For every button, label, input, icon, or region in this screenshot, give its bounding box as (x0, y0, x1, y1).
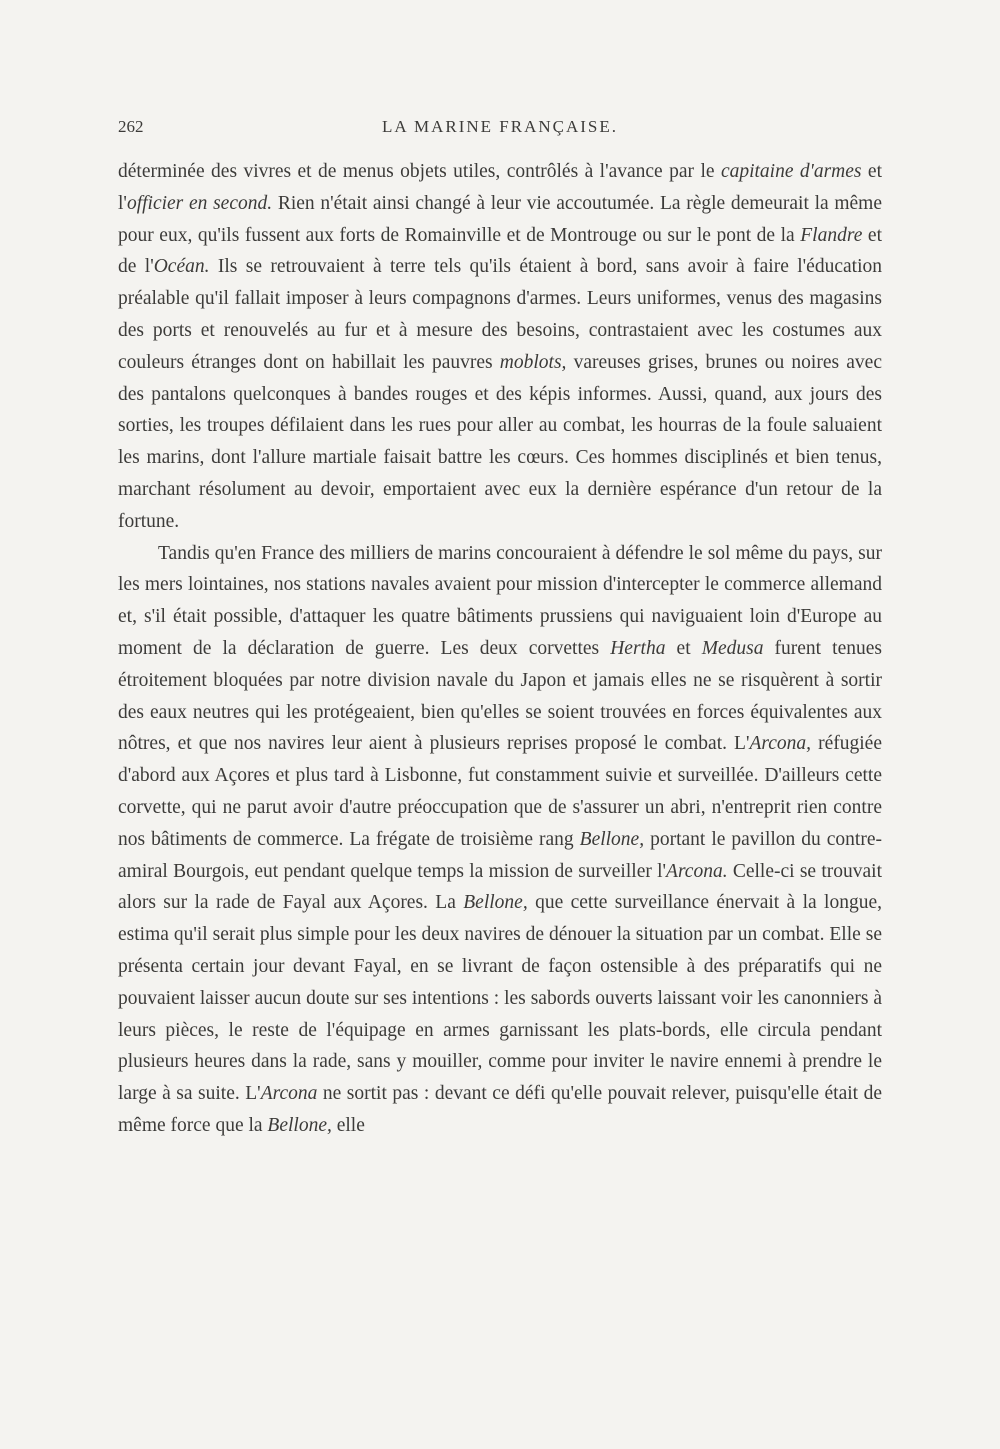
italic-run: Océan. (153, 256, 210, 278)
italic-run: Arcona. (666, 860, 728, 882)
italic-run: moblots, (499, 351, 567, 373)
running-head (118, 117, 882, 141)
text-run: Tandis qu'en France des milliers de marins concouraient à défendre le sol même du pays, sur les mers lointaines, nos stations navales avaient pour mission d'intercepter le commerce allemand et, s'il était possible, d'attaquer les quatre bâtiments prussiens qui naviguaient loin d'Europe au moment de la déclaration de guerre. Les deux corvettes (118, 542, 882, 659)
italic-run: Hertha (610, 637, 666, 659)
italic-run: capitaine d'armes (720, 161, 862, 182)
text-run: et de l' (118, 224, 882, 278)
italic-run: Bellone, (267, 1114, 332, 1136)
text-run: réfugiée d'abord aux Açores et plus tard à Lisbonne, fut constamment suivie et surveillée. D'ailleurs cette corvette, qui ne parut avoir d'autre préoccupation que de s'assurer un abri, n'entreprit rien contre nos bâtiments de commerce. La frégate de troisième rang (118, 733, 882, 850)
body-text (118, 156, 882, 1142)
paragraph (118, 156, 882, 538)
running-title: LA MARINE FRANÇAISE. (382, 117, 618, 136)
text-run: vareuses grises, brunes ou noires avec des pantalons quelconques à bandes rouges et des képis informes. Aussi, quand, aux jours des sorties, les troupes défilaient dans les rues pour aller au combat, les hourras de la foule saluaient les marins, dont l'allure martiale faisait battre les cœurs. Ces hommes disciplinés et bien tenus, marchant résolument au devoir, emportaient avec eux la dernière espérance d'un retour de la fortune. (118, 351, 882, 532)
text-run: furent tenues étroitement bloquées par notre division navale du Japon et jamais elles ne se risquèrent à sortir des eaux neutres qui les protégeaient, bien qu'elles se soient trouvées en forces équivalentes aux nôtres, et que nos navires leur aient à plusieurs reprises proposé le combat. L' (118, 637, 882, 755)
page-number: 262 (118, 117, 144, 136)
text-run: Rien n'était ainsi changé à leur vie accoutumée. La règle demeurait la même pour eux, qu'ils fussent aux forts de Romainville et de Montrouge ou sur le pont de la (118, 192, 883, 246)
italic-run: officier en second. (126, 192, 273, 214)
italic-run: Arcona, (749, 733, 812, 755)
text-run: déterminée des vivres et de menus objets utiles, contrôlés à l'avance par le (118, 161, 721, 182)
italic-run: Bellone, (463, 892, 528, 914)
italic-run: Flandre (800, 224, 863, 246)
italic-run: Arcona (260, 1083, 318, 1105)
text-run: elle (331, 1114, 365, 1136)
italic-run: Bellone, (579, 828, 645, 850)
paragraph (118, 538, 882, 1142)
text-run: que cette surveillance énervait à la longue, estima qu'il serait plus simple pour les deux navires de dénouer la situation par un combat. Elle se présenta certain jour devant Fayal, en se livrant de façon ostensible à des préparatifs qui ne pouvaient laisser aucun doute sur ses intentions : les sabords ouverts laissant voir les canonniers à leurs pièces, le reste de l'équipage en armes garnissant les plats-bords, elle circula pendant plusieurs heures dans la rade, sans y mouiller, comme pour inviter le navire ennemi à prendre le large à sa suite. L' (118, 892, 882, 1105)
text-run: ne sortit pas : devant ce défi qu'elle pouvait relever, puisqu'elle était de même force que la (118, 1083, 882, 1136)
text-run: Ils se retrouvaient à terre tels qu'ils étaient à bord, sans avoir à faire l'éducation préalable qu'il fallait imposer à leurs compagnons d'armes. Leurs uniformes, venus des magasins des ports et renouvelés au fur et à mesure des besoins, contrastaient avec les costumes aux couleurs étranges dont on habillait les pauvres (118, 256, 882, 373)
text-run: et (665, 637, 702, 659)
text-run: portant le pavillon du contre-amiral Bourgois, eut pendant quelque temps la mission de surveiller l' (118, 828, 882, 882)
text-run: Celle-ci se trouvait alors sur la rade de Fayal aux Açores. La (118, 860, 882, 914)
text-run: et l' (118, 161, 883, 214)
italic-run: Medusa (701, 637, 764, 659)
